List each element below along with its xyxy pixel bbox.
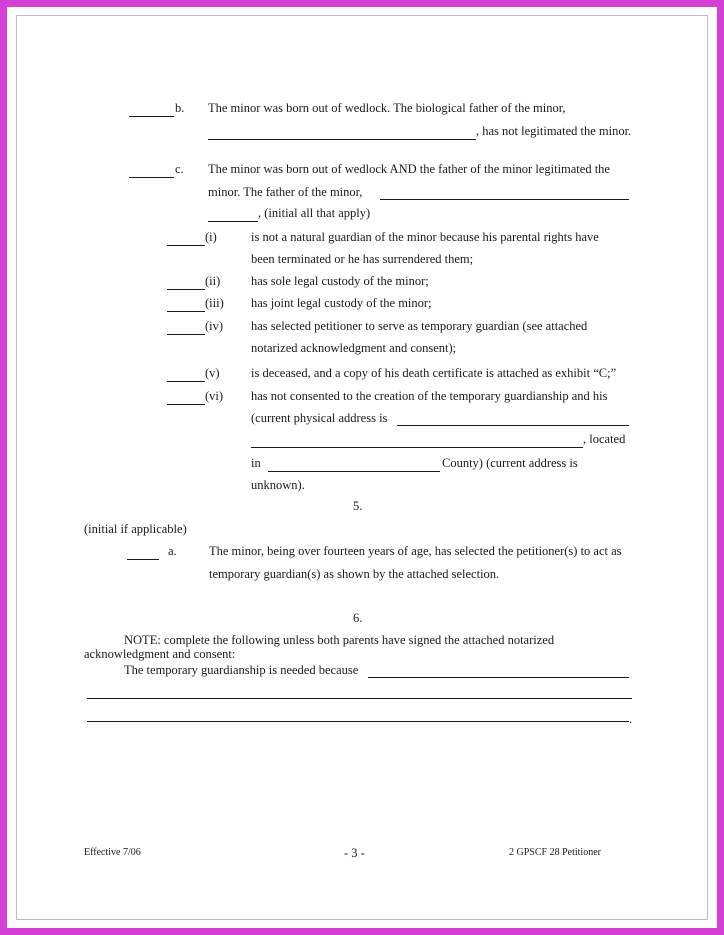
item-b-line2: , has not legitimated the minor. xyxy=(476,124,632,138)
because-blank[interactable] xyxy=(368,666,629,678)
initial-blank-c[interactable] xyxy=(129,166,174,178)
father-name-blank-c[interactable] xyxy=(380,188,629,200)
initial-blank-b[interactable] xyxy=(129,105,174,117)
county-blank[interactable] xyxy=(268,460,440,472)
sub-i-text: is not a natural guardian of the minor because his parental rights have xyxy=(251,230,599,244)
footer-form-id: 2 GPSCF 28 Petitioner xyxy=(509,847,601,858)
initial-if-applicable: (initial if applicable) xyxy=(84,522,187,536)
section-5-number: 5. xyxy=(353,499,363,513)
item-c-line3: , (initial all that apply) xyxy=(258,206,371,220)
initial-blank-iii[interactable] xyxy=(167,300,205,312)
section-5-line2: temporary guardian(s) as shown by the attached selection. xyxy=(209,567,500,581)
section-5-letter: a. xyxy=(168,544,177,558)
roman-v: (v) xyxy=(205,366,220,380)
because-label: The temporary guardianship is needed because xyxy=(124,663,359,677)
sub-vi-line5: unknown). xyxy=(251,478,305,492)
roman-iv: (iv) xyxy=(205,319,224,333)
sub-ii-text: has sole legal custody of the minor; xyxy=(251,274,429,288)
physical-address-blank[interactable] xyxy=(397,414,629,426)
sub-vi-line4b: County) (current address is xyxy=(442,456,578,470)
sub-vi-line2: (current physical address is xyxy=(251,411,388,425)
because-end-period: . xyxy=(629,712,633,726)
sub-iv-cont: notarized acknowledgment and consent); xyxy=(251,341,457,355)
because-line-2[interactable] xyxy=(87,698,632,699)
roman-ii: (ii) xyxy=(205,274,221,288)
initial-blank-5a[interactable] xyxy=(127,548,159,560)
initial-blank-i[interactable] xyxy=(167,234,205,246)
roman-iii: (iii) xyxy=(205,296,224,310)
sub-vi-line3: , located xyxy=(583,432,626,446)
roman-vi: (vi) xyxy=(205,389,224,403)
note-line1: NOTE: complete the following unless both parents have signed the attached notarized xyxy=(124,633,555,647)
sub-v-text: is deceased, and a copy of his death certificate is attached as exhibit “C;” xyxy=(251,366,617,380)
initial-blank-iv[interactable] xyxy=(167,323,205,335)
sub-vi-line4a: in xyxy=(251,456,261,470)
item-c-line1: The minor was born out of wedlock AND the father of the minor legitimated the xyxy=(208,162,610,176)
father-name-blank-c-cont[interactable] xyxy=(208,210,258,222)
item-b-line1: The minor was born out of wedlock. The biological father of the minor, xyxy=(208,101,566,115)
because-line-3[interactable] xyxy=(87,721,629,722)
note-line2: acknowledgment and consent: xyxy=(84,647,236,661)
initial-blank-vi[interactable] xyxy=(167,393,205,405)
roman-i: (i) xyxy=(205,230,217,244)
sub-i-cont: been terminated or he has surrendered them; xyxy=(251,252,474,266)
section-5-line1: The minor, being over fourteen years of age, has selected the petitioner(s) to act as xyxy=(209,544,622,558)
initial-blank-ii[interactable] xyxy=(167,278,205,290)
item-c-letter: c. xyxy=(175,162,184,176)
footer-effective: Effective 7/06 xyxy=(84,847,141,858)
item-b-letter: b. xyxy=(175,101,185,115)
sub-iv-text: has selected petitioner to serve as temporary guardian (see attached xyxy=(251,319,588,333)
section-6-number: 6. xyxy=(353,611,363,625)
footer-page-number: - 3 - xyxy=(344,846,365,860)
initial-blank-v[interactable] xyxy=(167,370,205,382)
physical-address-blank-cont[interactable] xyxy=(251,436,583,448)
sub-iii-text: has joint legal custody of the minor; xyxy=(251,296,432,310)
father-name-blank-b[interactable] xyxy=(208,128,476,140)
item-c-line2: minor. The father of the minor, xyxy=(208,185,363,199)
sub-vi-text: has not consented to the creation of the temporary guardianship and his xyxy=(251,389,608,403)
